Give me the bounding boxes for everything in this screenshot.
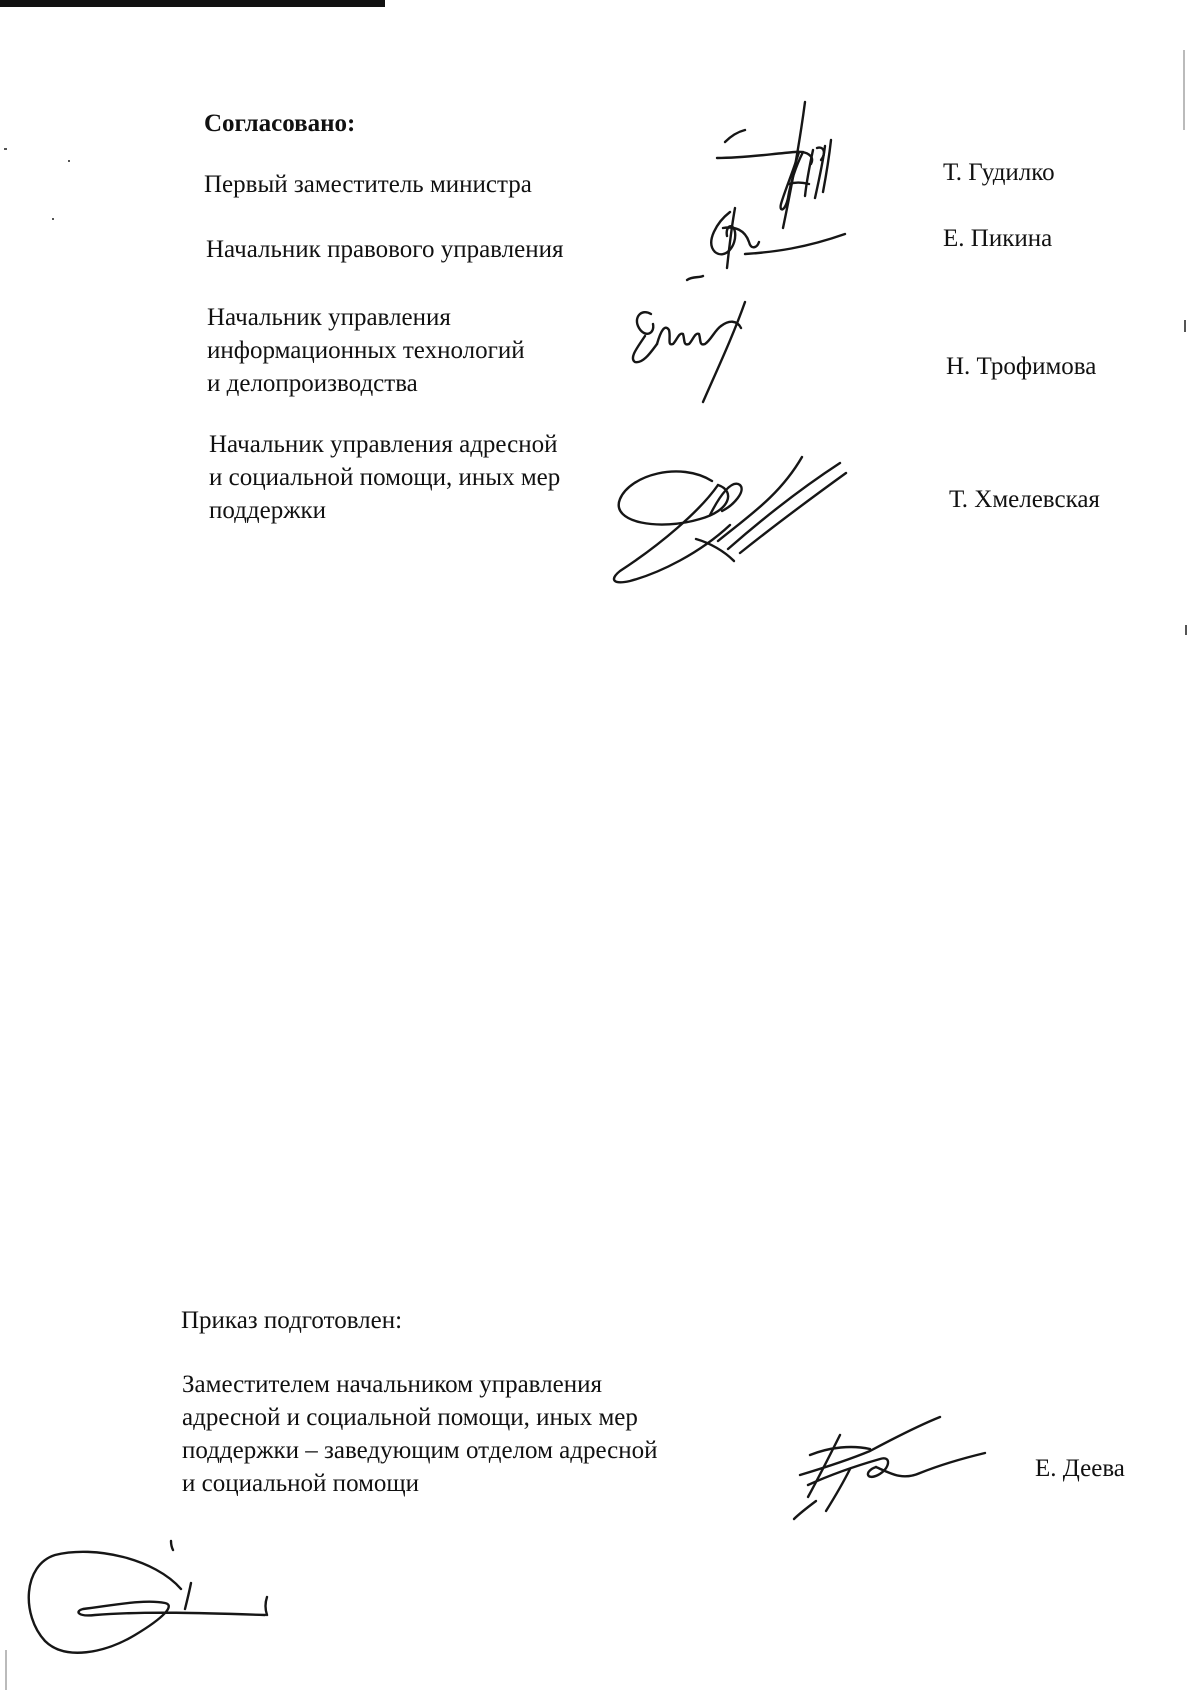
approver-2-position: Начальник правового управления xyxy=(206,236,564,263)
scan-speck xyxy=(1185,625,1187,635)
scan-edge-mark xyxy=(5,1650,7,1690)
approver-4-position-line-3: поддержки xyxy=(209,497,326,524)
preparer-name: Е. Деева xyxy=(1035,1455,1125,1482)
approver-4-position-line-2: и социальной помощи, иных мер xyxy=(209,464,561,491)
approver-3-position-line-2: информационных технологий xyxy=(207,337,525,364)
approval-heading: Согласовано: xyxy=(204,110,356,137)
approver-3-name: Н. Трофимова xyxy=(946,353,1097,380)
approver-4-position-line-1: Начальник управления адресной xyxy=(209,431,558,458)
preparer-position-line-2: адресной и социальной помощи, иных мер xyxy=(182,1404,638,1431)
approver-3-position-line-3: и делопроизводства xyxy=(207,370,418,397)
scan-edge-mark xyxy=(1183,50,1185,130)
scan-speck xyxy=(4,148,7,150)
signature-bottom-left xyxy=(15,1535,280,1665)
approver-4-name: Т. Хмелевская xyxy=(949,486,1100,513)
signature-deeva xyxy=(790,1415,990,1525)
scan-speck xyxy=(52,218,54,220)
approver-3-position-line-1: Начальник управления xyxy=(207,304,451,331)
preparer-position-line-3: поддержки – заведующим отделом адресной xyxy=(182,1437,658,1464)
approver-1-position: Первый заместитель министра xyxy=(204,171,532,198)
preparer-position-line-1: Заместителем начальником управления xyxy=(182,1371,602,1398)
approver-2-name: Е. Пикина xyxy=(943,225,1053,252)
prepared-heading: Приказ подготовлен: xyxy=(181,1307,403,1334)
scan-speck xyxy=(1184,320,1186,332)
signature-pikina xyxy=(685,200,855,285)
scan-speck xyxy=(68,160,70,162)
signature-khmelevskaya xyxy=(600,455,850,590)
preparer-position-line-4: и социальной помощи xyxy=(182,1470,420,1497)
approver-1-name: Т. Гудилко xyxy=(943,159,1055,186)
scan-top-edge xyxy=(0,0,385,7)
signature-trofimova xyxy=(625,300,775,405)
